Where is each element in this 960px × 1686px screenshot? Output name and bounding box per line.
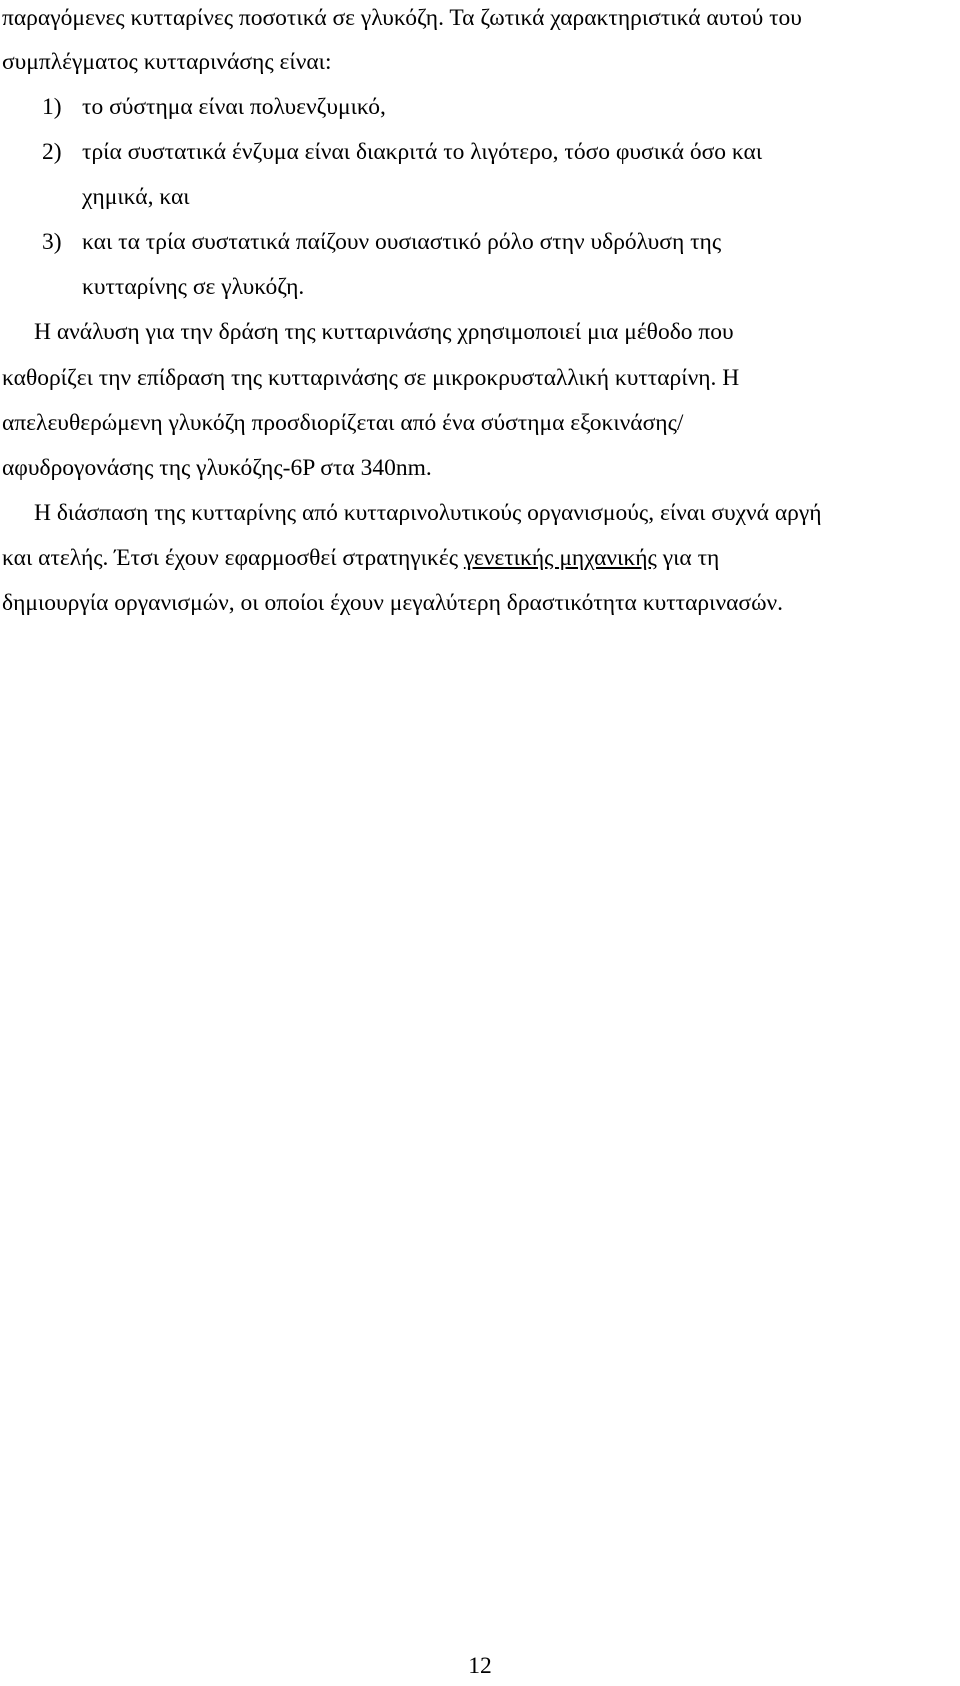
degradation-line-3: δημιουργία οργανισμών, οι οποίοι έχουν μεγαλύτερη δραστικότητα κυτταρινασών. xyxy=(2,590,784,616)
analysis-line-2: καθορίζει την επίδραση της κυτταρινάσης σε μικροκρυσταλλική κυτταρίνη. Η xyxy=(2,365,740,391)
degradation-line-2-post: για τη xyxy=(656,545,720,571)
intro-line-1: παραγόμενες κυτταρίνες ποσοτικά σε γλυκόζη. Τα ζωτικά χαρακτηριστικά αυτού του xyxy=(2,5,802,31)
list-item-2-text-line-2: χημικά, και xyxy=(82,184,190,210)
list-item-3-text-line-2: κυτταρίνης σε γλυκόζη. xyxy=(82,274,305,300)
list-item-2-text-line-1: τρία συστατικά ένζυμα είναι διακριτά το λιγότερο, τόσο φυσικά όσο και xyxy=(82,139,763,165)
analysis-line-1: Η ανάλυση για την δράση της κυτταρινάσης χρησιμοποιεί μια μέθοδο που xyxy=(34,319,734,345)
list-item-1-number: 1) xyxy=(42,94,62,120)
intro-line-2: συμπλέγματος κυτταρινάσης είναι: xyxy=(2,49,332,75)
genetic-engineering-underlined: γενετικής μηχανικής xyxy=(463,545,657,571)
page-number: 12 xyxy=(468,1653,492,1679)
degradation-line-1: Η διάσπαση της κυτταρίνης από κυτταρινολυτικούς οργανισμούς, είναι συχνά αργή xyxy=(34,500,822,526)
degradation-line-2-pre: και ατελής. Έτσι έχουν εφαρμοσθεί στρατηγικές xyxy=(2,545,464,571)
list-item-3-text-line-1: και τα τρία συστατικά παίζουν ουσιαστικό ρόλο στην υδρόλυση της xyxy=(82,229,722,255)
analysis-line-3: απελευθερώμενη γλυκόζη προσδιορίζεται από ένα σύστημα εξοκινάσης/ xyxy=(2,410,684,436)
degradation-line-2 xyxy=(2,544,719,572)
list-item-1-text: το σύστημα είναι πολυενζυμικό, xyxy=(82,94,386,120)
list-item-3-number: 3) xyxy=(42,229,62,255)
analysis-line-4: αφυδρογονάσης της γλυκόζης-6P στα 340nm. xyxy=(2,455,432,481)
list-item-2-number: 2) xyxy=(42,139,62,165)
